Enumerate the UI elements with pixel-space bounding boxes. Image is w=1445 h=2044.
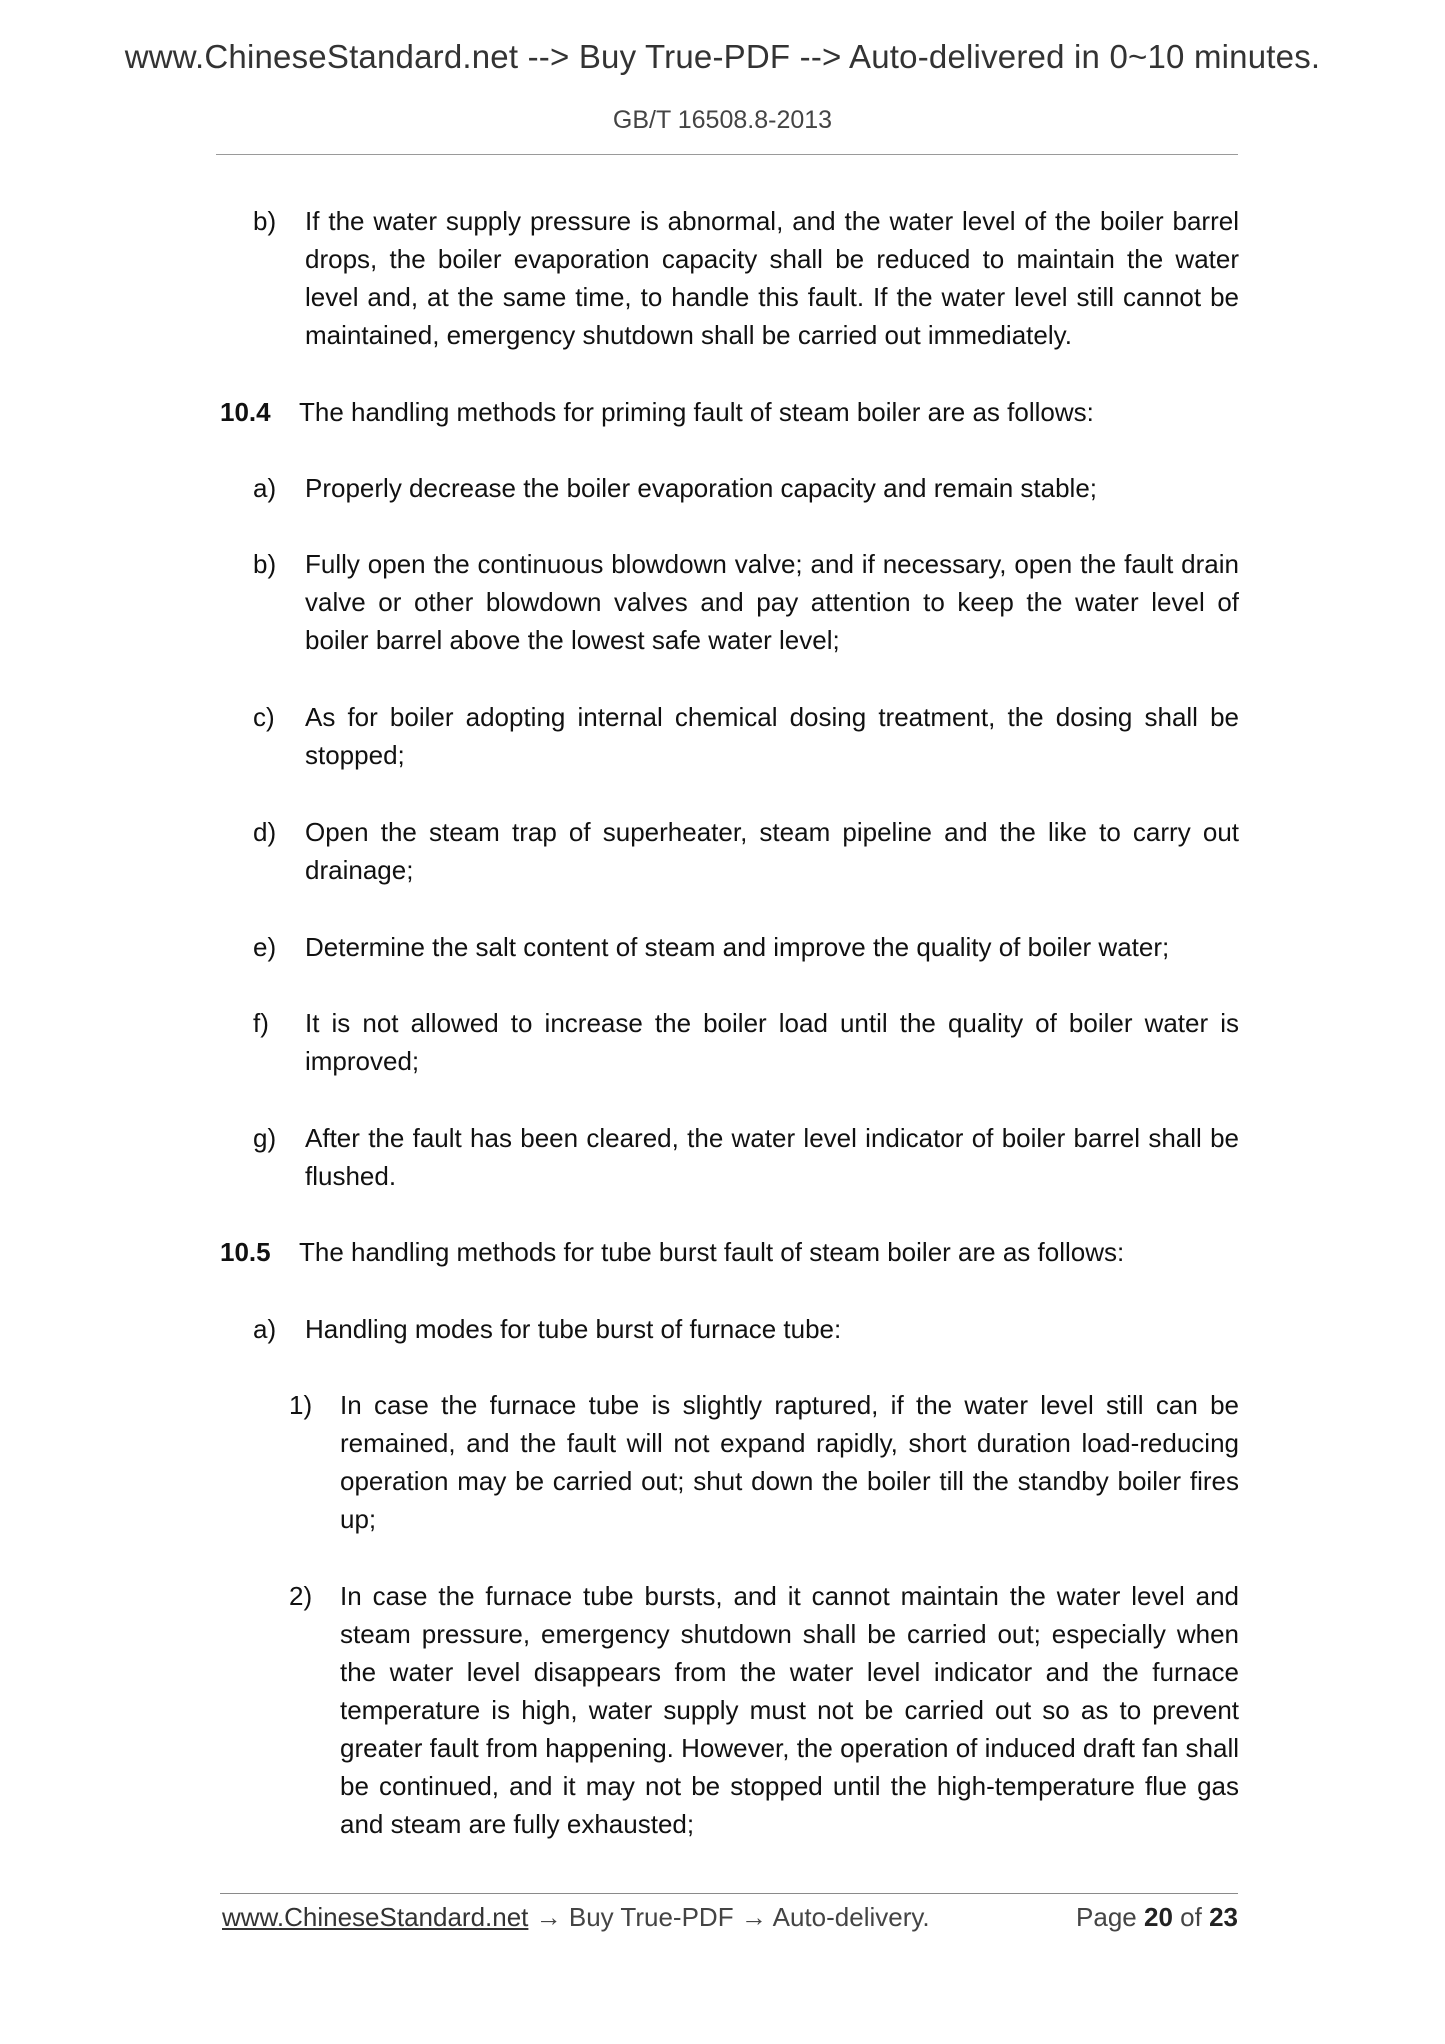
list-item-label: b) bbox=[253, 206, 277, 236]
sub-list-item-label: 2) bbox=[289, 1581, 313, 1611]
list-item-text: As for boiler adopting internal chemical dosing treatment, the dosing shall be stopped; bbox=[305, 702, 1239, 770]
page-total: 23 bbox=[1209, 1902, 1238, 1932]
section-number: 10.5 bbox=[220, 1237, 271, 1267]
page-number: 20 bbox=[1144, 1902, 1173, 1932]
section-text: The handling methods for priming fault of steam boiler are as follows: bbox=[299, 397, 1094, 427]
document-id: GB/T 16508.8-2013 bbox=[612, 106, 833, 134]
sub-list-item-text: In case the furnace tube bursts, and it cannot maintain the water level and steam pressure, emergency shutdown shall be carried out; especially when the water level disappears from the water level indicator and the furnace temperature is high, water supply must not be carried out so as to prevent greater fault from happening. However, the operation of induced draft fan shall be continued, and it may not be stopped until the high-temperature flue gas and steam are fully exhausted; bbox=[340, 1581, 1240, 1839]
list-item-label: a) bbox=[253, 1314, 277, 1344]
list-item-text: Fully open the continuous blowdown valve; and if necessary, open the fault drain valve or other blowdown valves and pay attention to keep the water level of boiler barrel above the lowest safe water level; bbox=[305, 549, 1239, 655]
page-indicator bbox=[1076, 1902, 1238, 1933]
top-banner: www.ChineseStandard.net --> Buy True-PDF --> Auto-delivered in 0~10 minutes. bbox=[124, 38, 1321, 75]
page-footer bbox=[222, 1902, 1238, 1938]
of-word: of bbox=[1180, 1902, 1202, 1932]
page-word: Page bbox=[1076, 1902, 1137, 1932]
section-number: 10.4 bbox=[220, 397, 271, 427]
list-item-label: g) bbox=[253, 1123, 277, 1153]
section-text: The handling methods for tube burst fault of steam boiler are as follows: bbox=[299, 1237, 1125, 1267]
list-item-text: Handling modes for tube burst of furnace tube: bbox=[305, 1314, 842, 1344]
footer-buy-text: Buy True-PDF bbox=[568, 1902, 734, 1932]
arrow-icon: → bbox=[535, 1902, 562, 1932]
arrow-icon: → bbox=[740, 1902, 767, 1932]
list-item-label: e) bbox=[253, 932, 277, 962]
list-item-text: If the water supply pressure is abnormal, and the water level of the boiler barrel drops, the boiler evaporation capacity shall be reduced to maintain the water level and, at the same time, to handle this fault. If the water level still cannot be maintained, emergency shutdown shall be carried out immediately. bbox=[305, 206, 1239, 350]
list-item-label: c) bbox=[253, 702, 275, 732]
list-item-label: f) bbox=[253, 1008, 269, 1038]
header-divider bbox=[216, 154, 1238, 155]
list-item-label: d) bbox=[253, 817, 277, 847]
list-item-label: b) bbox=[253, 549, 277, 579]
list-item-text: After the fault has been cleared, the water level indicator of boiler barrel shall be flushed. bbox=[305, 1123, 1239, 1191]
footer-divider bbox=[220, 1893, 1238, 1894]
list-item-text: It is not allowed to increase the boiler load until the quality of boiler water is improved; bbox=[305, 1008, 1239, 1076]
sub-list-item-text: In case the furnace tube is slightly raptured, if the water level still can be remained, and the fault will not expand rapidly, short duration load-reducing operation may be carried out; shut down the boiler till the standby boiler fires up; bbox=[340, 1390, 1239, 1534]
list-item-text: Properly decrease the boiler evaporation capacity and remain stable; bbox=[305, 473, 1098, 503]
list-item-text: Open the steam trap of superheater, steam pipeline and the like to carry out drainage; bbox=[305, 817, 1239, 885]
footer-auto-text: Auto-delivery. bbox=[772, 1902, 930, 1932]
footer-site-link[interactable]: www.ChineseStandard.net bbox=[222, 1902, 529, 1932]
list-item-label: a) bbox=[253, 473, 277, 503]
sub-list-item-label: 1) bbox=[289, 1390, 313, 1420]
list-item-text: Determine the salt content of steam and improve the quality of boiler water; bbox=[305, 932, 1170, 962]
